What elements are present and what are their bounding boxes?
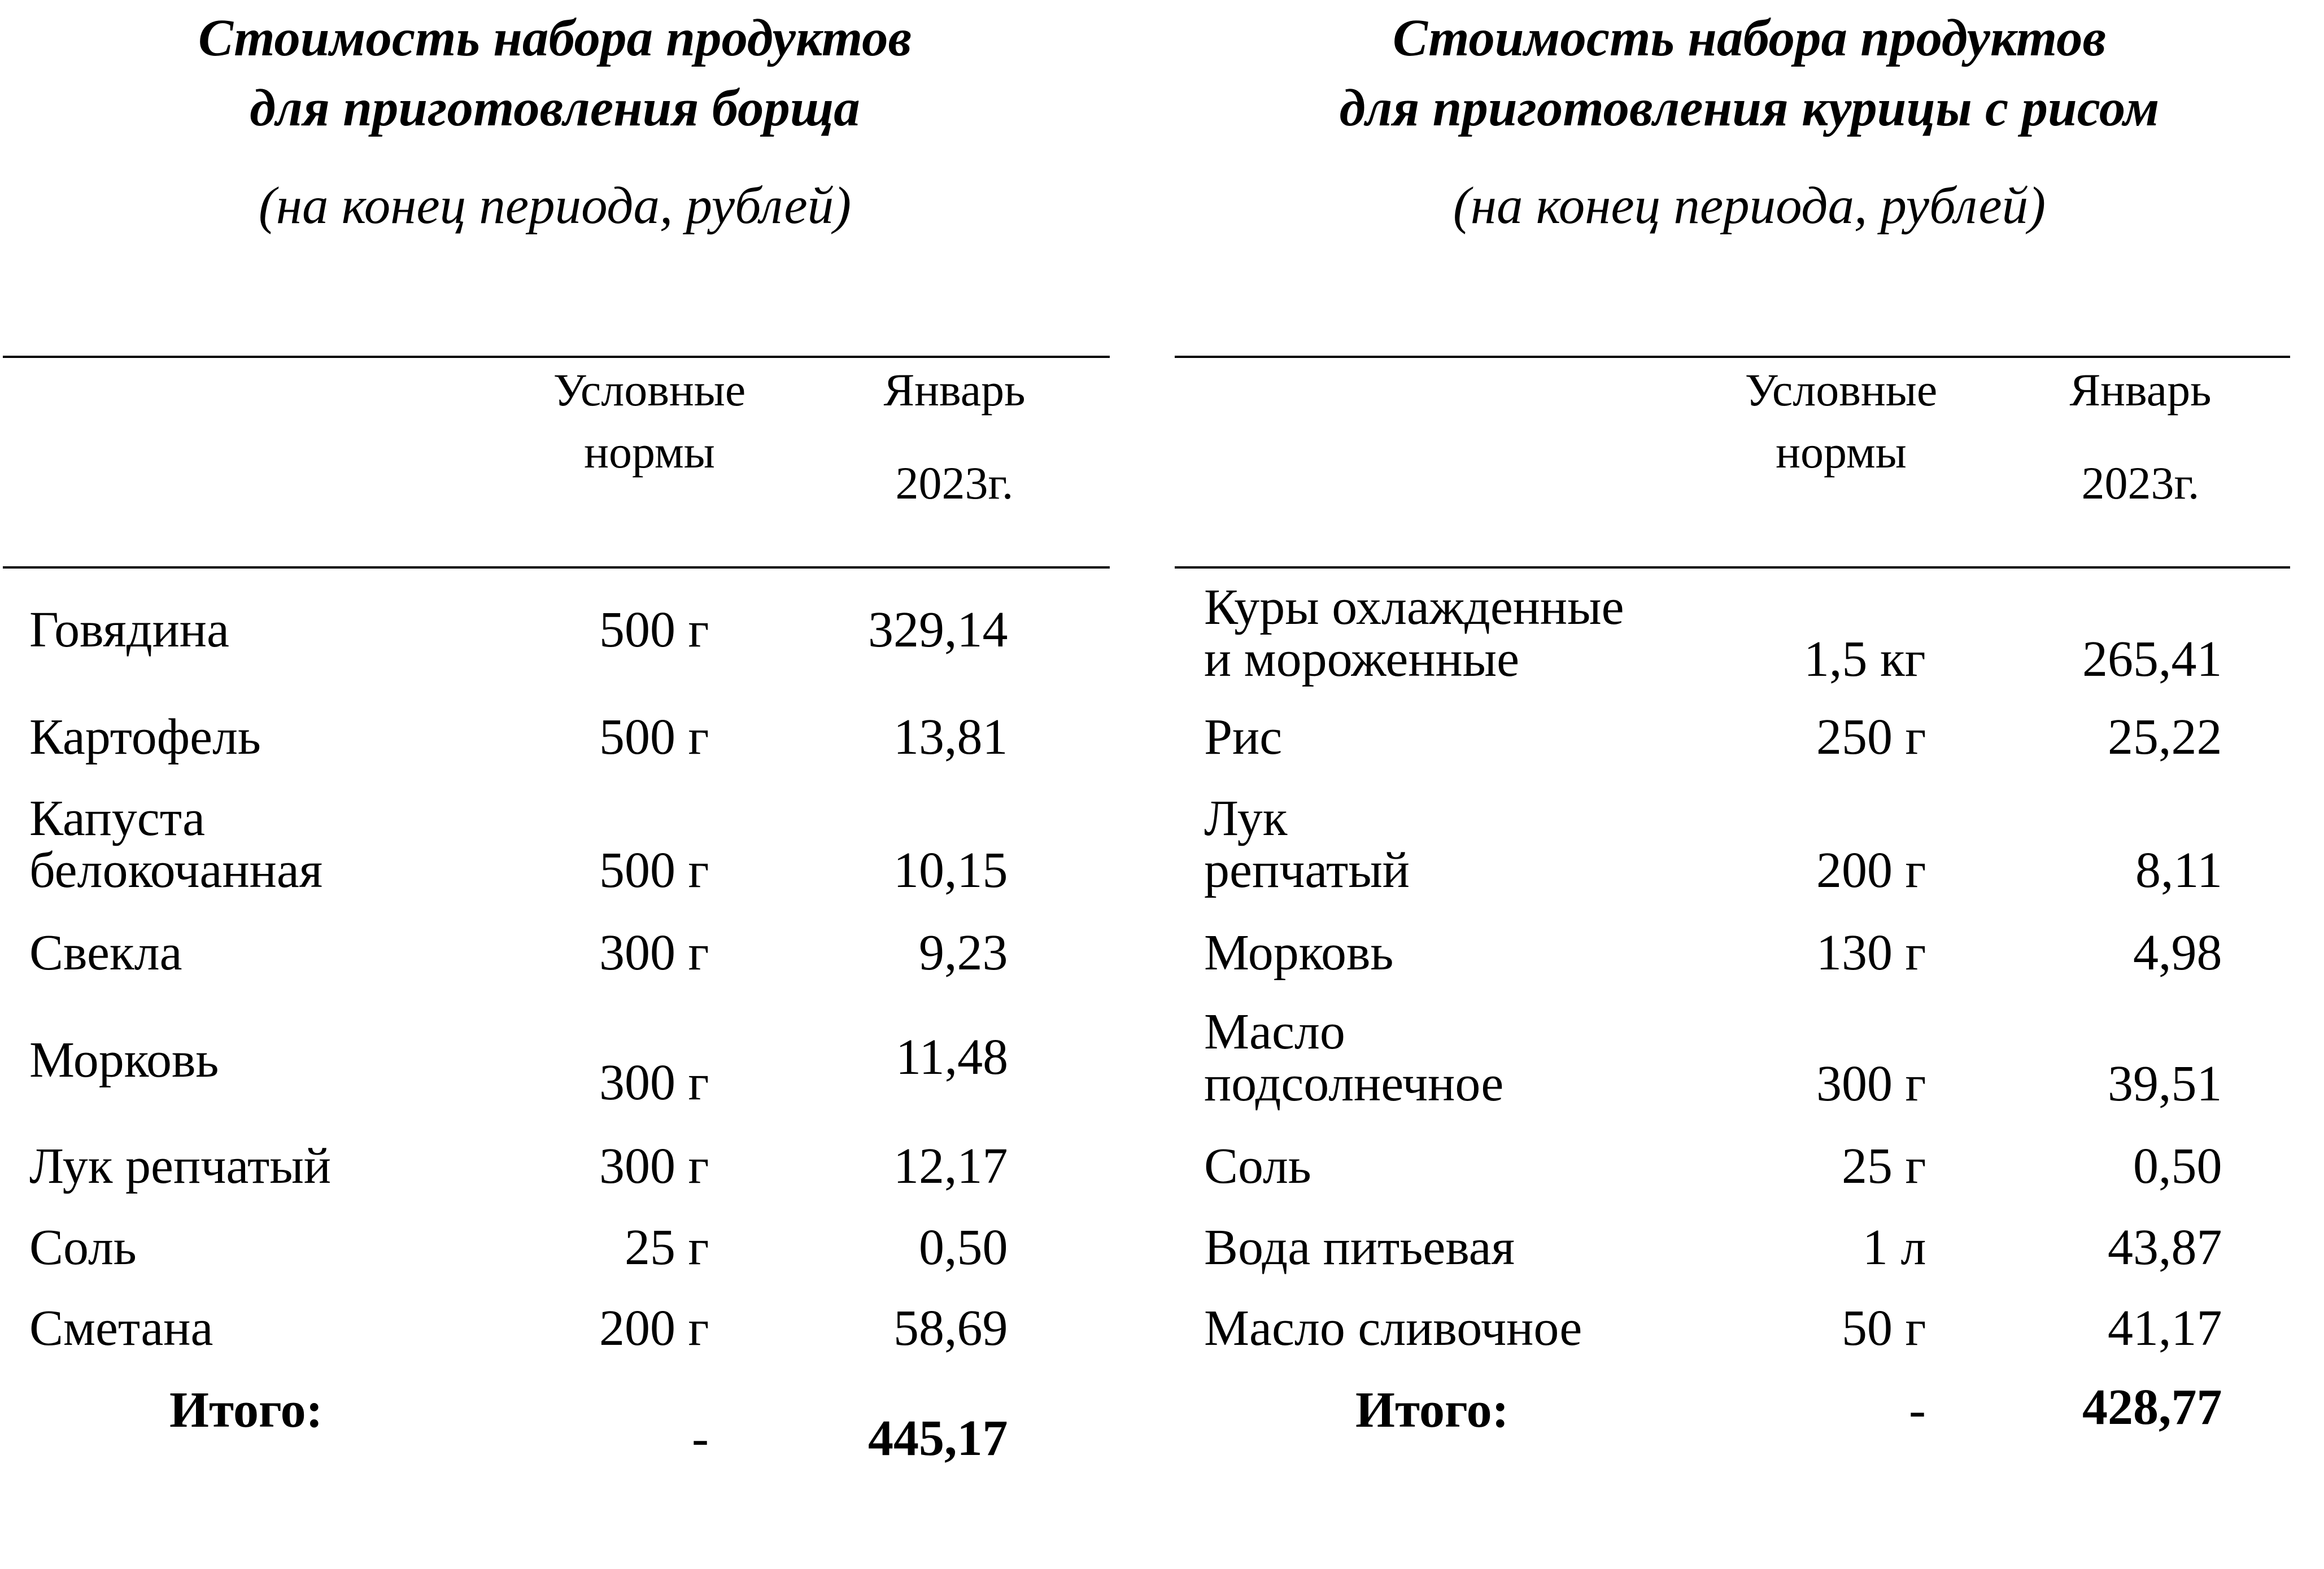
row-value: 12,17 <box>893 1138 1008 1194</box>
row-norm: 250 г <box>1816 709 1926 765</box>
row-name: Масло <box>1204 1004 1345 1060</box>
row-name: Лук <box>1204 790 1288 846</box>
row-name: Капуста <box>29 790 206 846</box>
header-bottom-rule <box>1175 566 2290 569</box>
row-name: Сметана <box>29 1300 213 1356</box>
row-value: 13,81 <box>893 709 1008 765</box>
row-norm: 500 г <box>599 602 709 658</box>
row-name: Соль <box>29 1220 137 1275</box>
row-norm: 500 г <box>599 842 709 898</box>
row-norm: 300 г <box>1816 1056 1926 1112</box>
row-name: Куры охлажденные <box>1204 579 1624 635</box>
row-value: 0,50 <box>919 1220 1008 1275</box>
row-name-line2: подсолнечное <box>1204 1056 1504 1112</box>
row-name: Масло сливочное <box>1204 1300 1582 1356</box>
row-name-line2: и мороженные <box>1204 631 1520 687</box>
row-value: 58,69 <box>893 1300 1008 1356</box>
row-name-line2: репчатый <box>1204 842 1410 898</box>
row-name: Свекла <box>29 925 182 981</box>
row-norm: 300 г <box>599 1055 709 1111</box>
chicken-rice-table-subtitle: (на конец периода, рублей) <box>1453 177 2046 235</box>
row-value: 4,98 <box>2133 925 2222 981</box>
total-norm: - <box>692 1410 709 1466</box>
header-top-rule <box>1175 356 2290 358</box>
row-value: 10,15 <box>893 842 1008 898</box>
row-name: Говядина <box>29 602 229 658</box>
norms-column-header: Условные нормы <box>1745 364 1938 478</box>
row-norm: 200 г <box>1816 842 1926 898</box>
total-norm: - <box>1909 1382 1926 1438</box>
row-name: Морковь <box>1204 925 1394 981</box>
row-name: Вода питьевая <box>1204 1220 1515 1275</box>
row-value: 329,14 <box>868 602 1008 658</box>
header-bottom-rule <box>3 566 1110 569</box>
period-column-header: Январь 2023г. <box>883 364 1026 509</box>
total-value: 445,17 <box>868 1410 1008 1466</box>
row-name: Морковь <box>29 1032 219 1088</box>
row-value: 0,50 <box>2133 1138 2222 1194</box>
row-norm: 300 г <box>599 925 709 981</box>
row-norm: 1,5 кг <box>1804 631 1926 687</box>
norms-column-header: Условные нормы <box>553 364 746 478</box>
row-name-line2: белокочанная <box>29 842 323 898</box>
row-value: 43,87 <box>2108 1220 2222 1275</box>
row-norm: 130 г <box>1816 925 1926 981</box>
row-norm: 200 г <box>599 1300 709 1356</box>
row-norm: 25 г <box>1842 1138 1926 1194</box>
row-value: 11,48 <box>896 1029 1009 1085</box>
row-norm: 50 г <box>1842 1300 1926 1356</box>
row-value: 9,23 <box>919 925 1008 981</box>
row-norm: 500 г <box>599 709 709 765</box>
period-column-header: Январь 2023г. <box>2069 364 2212 509</box>
row-name: Соль <box>1204 1138 1311 1194</box>
row-value: 41,17 <box>2108 1300 2222 1356</box>
total-label: Итого: <box>1355 1382 1509 1438</box>
header-top-rule <box>3 356 1110 358</box>
borscht-table-subtitle: (на конец периода, рублей) <box>258 177 852 235</box>
row-value: 8,11 <box>2135 842 2223 898</box>
row-name: Рис <box>1204 709 1283 765</box>
borscht-table-title: Стоимость набора продуктов для приготовления борща <box>198 9 912 137</box>
total-label: Итого: <box>169 1382 323 1438</box>
row-value: 265,41 <box>2082 631 2222 687</box>
row-name: Картофель <box>29 709 261 765</box>
row-value: 39,51 <box>2108 1056 2222 1112</box>
row-value: 25,22 <box>2108 709 2222 765</box>
chicken-rice-table-title: Стоимость набора продуктов для приготовления курицы с рисом <box>1339 9 2160 137</box>
total-value: 428,77 <box>2082 1379 2222 1435</box>
row-norm: 300 г <box>599 1138 709 1194</box>
row-norm: 1 л <box>1863 1220 1926 1275</box>
row-norm: 25 г <box>625 1220 709 1275</box>
row-name: Лук репчатый <box>29 1138 331 1194</box>
